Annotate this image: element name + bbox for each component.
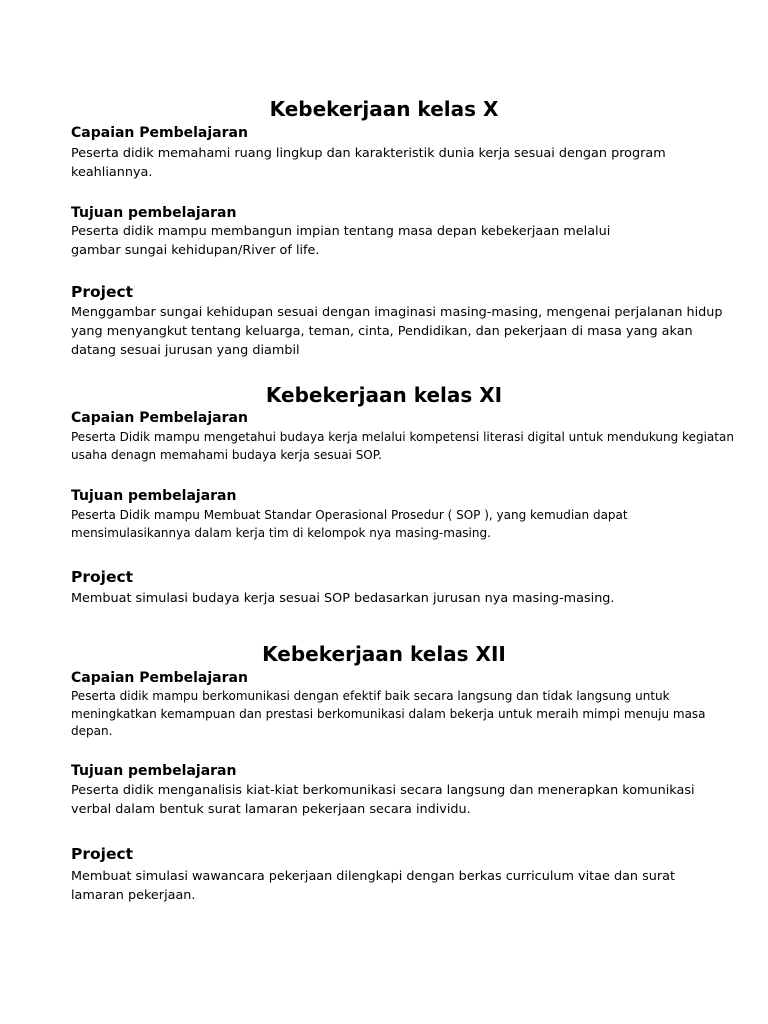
capaian-heading-x: Capaian Pembelajaran bbox=[71, 125, 248, 141]
tujuan-heading-xii: Tujuan pembelajaran bbox=[71, 763, 237, 779]
text-line: keahliannya. bbox=[71, 165, 153, 180]
capaian-paragraph-xii bbox=[71, 688, 711, 741]
text-line: Peserta Didik mampu mengetahui budaya kerja melalui kompetensi literasi digital untuk mendukung kegiatan bbox=[71, 430, 734, 444]
tujuan-heading-x: Tujuan pembelajaran bbox=[71, 205, 237, 221]
project-heading-xii: Project bbox=[71, 845, 134, 863]
text-line: gambar sungai kehidupan/River of life. bbox=[71, 243, 320, 258]
tujuan-paragraph-xi bbox=[71, 507, 711, 542]
text-line: Membuat simulasi budaya kerja sesuai SOP bedasarkan jurusan nya masing-masing. bbox=[71, 591, 615, 606]
text-line: meningkatkan kemampuan dan prestasi berkomunikasi dalam bekerja untuk meraih mimpi menuju masa bbox=[71, 706, 706, 721]
text-line: Membuat simulasi wawancara pekerjaan dilengkapi dengan berkas curriculum vitae dan surat bbox=[71, 869, 676, 884]
capaian-heading-xi: Capaian Pembelajaran bbox=[71, 410, 248, 426]
project-heading-x: Project bbox=[71, 283, 134, 301]
text-line: depan. bbox=[71, 724, 113, 738]
tujuan-heading-xi: Tujuan pembelajaran bbox=[71, 488, 237, 504]
capaian-heading-xii: Capaian Pembelajaran bbox=[71, 670, 248, 686]
project-paragraph-xii bbox=[71, 867, 711, 905]
text-line: lamaran pekerjaan. bbox=[71, 888, 196, 903]
text-line: Peserta didik menganalisis kiat-kiat berkomunikasi secara langsung dan menerapkan komunikasi bbox=[71, 783, 695, 798]
text-line: verbal dalam bentuk surat lamaran pekerjaan secara individu. bbox=[71, 802, 471, 817]
project-paragraph-xi bbox=[71, 589, 711, 608]
text-line: Peserta didik mampu membangun impian tentang masa depan kebekerjaan melalui bbox=[71, 224, 611, 239]
text-line: usaha denagn memahami budaya kerja sesuai SOP. bbox=[71, 447, 382, 462]
text-line: yang menyangkut tentang keluarga, teman, cinta, Pendidikan, dan pekerjaan di masa yang akan bbox=[71, 324, 693, 339]
text-line: Peserta didik mampu berkomunikasi dengan efektif baik secara langsung dan tidak langsung untuk bbox=[71, 689, 670, 703]
text-line: mensimulasikannya dalam kerja tim di kelompok nya masing-masing. bbox=[71, 525, 491, 540]
text-line: Peserta Didik mampu Membuat Standar Operasional Prosedur ( SOP ), yang kemudian dapat bbox=[71, 508, 628, 522]
text-line: datang sesuai jurusan yang diambil bbox=[71, 343, 300, 358]
tujuan-paragraph-x bbox=[71, 222, 711, 260]
text-line: Menggambar sungai kehidupan sesuai dengan imaginasi masing-masing, mengenai perjalanan hidup bbox=[71, 305, 723, 320]
project-paragraph-x bbox=[71, 303, 723, 360]
capaian-paragraph-xi bbox=[71, 429, 734, 464]
capaian-paragraph-x bbox=[71, 144, 711, 182]
section-title-xi: Kebekerjaan kelas XI bbox=[265, 383, 503, 407]
project-heading-xi: Project bbox=[71, 568, 134, 586]
text-line: Peserta didik memahami ruang lingkup dan karakteristik dunia kerja sesuai dengan program bbox=[71, 146, 666, 161]
section-title-x: Kebekerjaan kelas X bbox=[269, 97, 499, 121]
section-title-xii: Kebekerjaan kelas XII bbox=[262, 642, 506, 666]
tujuan-paragraph-xii bbox=[71, 781, 711, 819]
